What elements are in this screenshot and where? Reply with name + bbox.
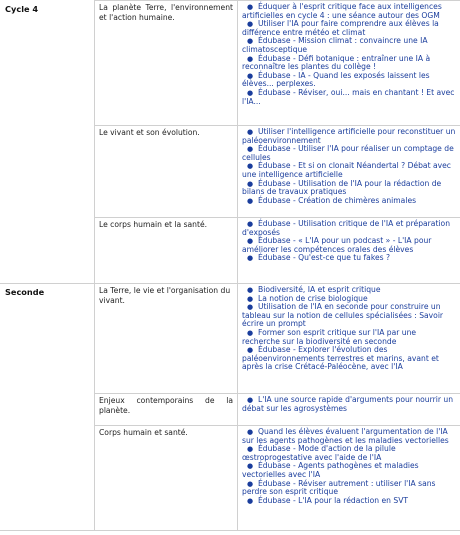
- cycle-label: Cycle 4: [5, 4, 39, 14]
- bullet-icon: ●: [246, 479, 254, 488]
- resource-link[interactable]: Biodiversité, IA et esprit critique: [258, 285, 381, 294]
- resources-cell: [238, 126, 460, 218]
- bullet-icon: ●: [246, 220, 254, 228]
- resource-link[interactable]: Édubase - L'IA pour la rédaction en SVT: [258, 495, 409, 505]
- resource-link[interactable]: Édubase - Défi botanique : entraîner une IA à reconnaître les plantes du collège !: [242, 53, 431, 72]
- resource-link[interactable]: L'IA une source rapide d'arguments pour nourrir un débat sur les agrosystèmes: [242, 395, 454, 413]
- theme-label: La Terre, le vie et l'organisation du vivant.: [99, 286, 231, 305]
- list-item[interactable]: [242, 445, 456, 462]
- list-item[interactable]: [242, 89, 456, 106]
- resource-list: [242, 220, 456, 263]
- bullet-icon: ●: [246, 286, 254, 294]
- list-item[interactable]: [242, 20, 456, 37]
- resource-link[interactable]: Édubase - Utilisation de l'IA pour la rédaction de bilans de travaux pratiques: [242, 178, 442, 197]
- bullet-icon: ●: [246, 20, 254, 29]
- bullet-icon: ●: [246, 254, 254, 263]
- bullet-icon: ●: [246, 237, 254, 246]
- theme-label: Enjeux contemporains de la planète.: [99, 396, 233, 415]
- bullet-icon: ●: [246, 428, 254, 436]
- list-item[interactable]: [242, 197, 456, 206]
- resource-link[interactable]: Édubase - « L'IA pour un podcast » - L'IA pour améliorer les compétences orales des élèves: [242, 236, 432, 254]
- resource-link[interactable]: Quand les élèves évaluent l'argumentation de l'IA sur les agents pathogènes et les maladies vectorielles: [242, 427, 449, 445]
- theme-cell: [95, 1, 238, 126]
- theme-label: Corps humain et santé.: [99, 428, 188, 437]
- resource-list: [242, 286, 456, 372]
- list-item[interactable]: [242, 128, 456, 145]
- list-item[interactable]: [242, 72, 456, 89]
- resource-link[interactable]: Édubase - Réviser, oui... mais en chantant ! Et avec l'IA...: [242, 87, 455, 106]
- cycle-cell: [1, 284, 95, 531]
- theme-cell: [95, 394, 238, 426]
- resource-link[interactable]: Utilisation de l'IA en seconde pour construire un tableau sur la notion de cellules spécialisées : Savoir écrire un prompt: [242, 302, 444, 329]
- list-item[interactable]: [242, 162, 456, 179]
- bullet-icon: ●: [246, 328, 254, 337]
- list-item[interactable]: [242, 220, 456, 237]
- resource-link[interactable]: Édubase - Mission climat : convaincre une IA climatosceptique: [242, 36, 428, 54]
- list-item[interactable]: [242, 3, 456, 20]
- resource-link[interactable]: Édubase - Agents pathogènes et maladies vectorielles avec l'IA: [242, 461, 419, 479]
- cycle-label: Seconde: [5, 287, 45, 297]
- resource-link[interactable]: Édubase - Explorer l'évolution des paléoenvironnements terrestres et marins, avant et après la crise Crétacé-Paléocène, avec l'IA: [242, 345, 439, 372]
- resources-cell: [238, 394, 460, 426]
- resource-link[interactable]: Édubase - Utiliser l'IA pour réaliser un comptage de cellules: [242, 144, 454, 162]
- theme-label: Le vivant et son évolution.: [99, 128, 200, 137]
- theme-cell: [95, 126, 238, 218]
- resource-link[interactable]: Édubase - Création de chimères animales: [258, 195, 417, 205]
- list-item[interactable]: [242, 396, 456, 413]
- theme-cell: [95, 426, 238, 531]
- bullet-icon: ●: [246, 445, 254, 454]
- bullet-icon: ●: [246, 346, 254, 355]
- resource-link[interactable]: Utiliser l'intelligence artificielle pour reconstituer un paléoenvironnement: [242, 127, 456, 145]
- theme-cell: [95, 284, 238, 394]
- bullet-icon: ●: [246, 3, 254, 11]
- theme-label: La planète Terre, l'environnement et l'action humaine.: [99, 3, 233, 22]
- resource-link[interactable]: Éduquer à l'esprit critique face aux intelligences artificielles en cycle 4 : une séance autour des OGM: [242, 2, 442, 20]
- resources-cell: [238, 218, 460, 284]
- table-row: [1, 1, 460, 126]
- bullet-icon: ●: [246, 496, 254, 505]
- list-item[interactable]: [242, 480, 456, 497]
- resource-list: [242, 3, 456, 106]
- list-item[interactable]: [242, 428, 456, 445]
- table-row: [1, 284, 460, 394]
- resource-link[interactable]: Édubase - Qu'est-ce que tu fakes ?: [258, 253, 391, 263]
- resources-cell: [238, 284, 460, 394]
- list-item[interactable]: [242, 254, 456, 263]
- theme-cell: [95, 218, 238, 284]
- resource-link[interactable]: Former son esprit critique sur l'IA par une recherche sur la biodiversité en seconde: [242, 327, 417, 346]
- resource-link[interactable]: Édubase - IA - Quand les exposés laissent les élèves... perplexes.: [242, 70, 430, 89]
- resource-link[interactable]: La notion de crise biologique: [258, 293, 368, 303]
- bullet-icon: ●: [246, 462, 254, 471]
- bullet-icon: ●: [246, 196, 254, 205]
- list-item[interactable]: [242, 303, 456, 329]
- resource-list: [242, 396, 456, 413]
- bullet-icon: ●: [246, 37, 254, 46]
- bullet-icon: ●: [246, 145, 254, 154]
- theme-label: Le corps humain et la santé.: [99, 220, 208, 229]
- list-item[interactable]: [242, 346, 456, 372]
- bullet-icon: ●: [246, 179, 254, 188]
- resource-link[interactable]: Édubase - Utilisation critique de l'IA et préparation d'exposés: [242, 219, 451, 237]
- bullet-icon: ●: [246, 396, 254, 404]
- list-item[interactable]: [242, 497, 456, 506]
- bullet-icon: ●: [246, 88, 254, 97]
- list-item[interactable]: [242, 237, 456, 254]
- bullet-icon: ●: [246, 128, 254, 136]
- resource-link[interactable]: Édubase - Réviser autrement : utiliser l'IA sans perdre son esprit critique: [242, 478, 436, 497]
- resource-link[interactable]: Utiliser l'IA pour faire comprendre aux élèves la différence entre météo et climat: [242, 19, 439, 37]
- resource-list: [242, 428, 456, 505]
- bullet-icon: ●: [246, 303, 254, 312]
- resources-cell: [238, 426, 460, 531]
- bullet-icon: ●: [246, 54, 254, 63]
- resource-list: [242, 128, 456, 205]
- resource-link[interactable]: Édubase - Et si on clonait Néandertal ? Débat avec une intelligence artificielle: [242, 161, 451, 179]
- list-item[interactable]: [242, 55, 456, 72]
- resource-link[interactable]: Édubase - Mode d'action de la pilule œstroprogestative avec l'aide de l'IA: [242, 444, 396, 462]
- bullet-icon: ●: [246, 71, 254, 80]
- list-item[interactable]: [242, 37, 456, 54]
- list-item[interactable]: [242, 462, 456, 479]
- list-item[interactable]: [242, 329, 456, 346]
- resources-cell: [238, 1, 460, 126]
- list-item[interactable]: [242, 180, 456, 197]
- bullet-icon: ●: [246, 162, 254, 171]
- bullet-icon: ●: [246, 294, 254, 303]
- cycle-cell: [1, 1, 95, 284]
- list-item[interactable]: [242, 145, 456, 162]
